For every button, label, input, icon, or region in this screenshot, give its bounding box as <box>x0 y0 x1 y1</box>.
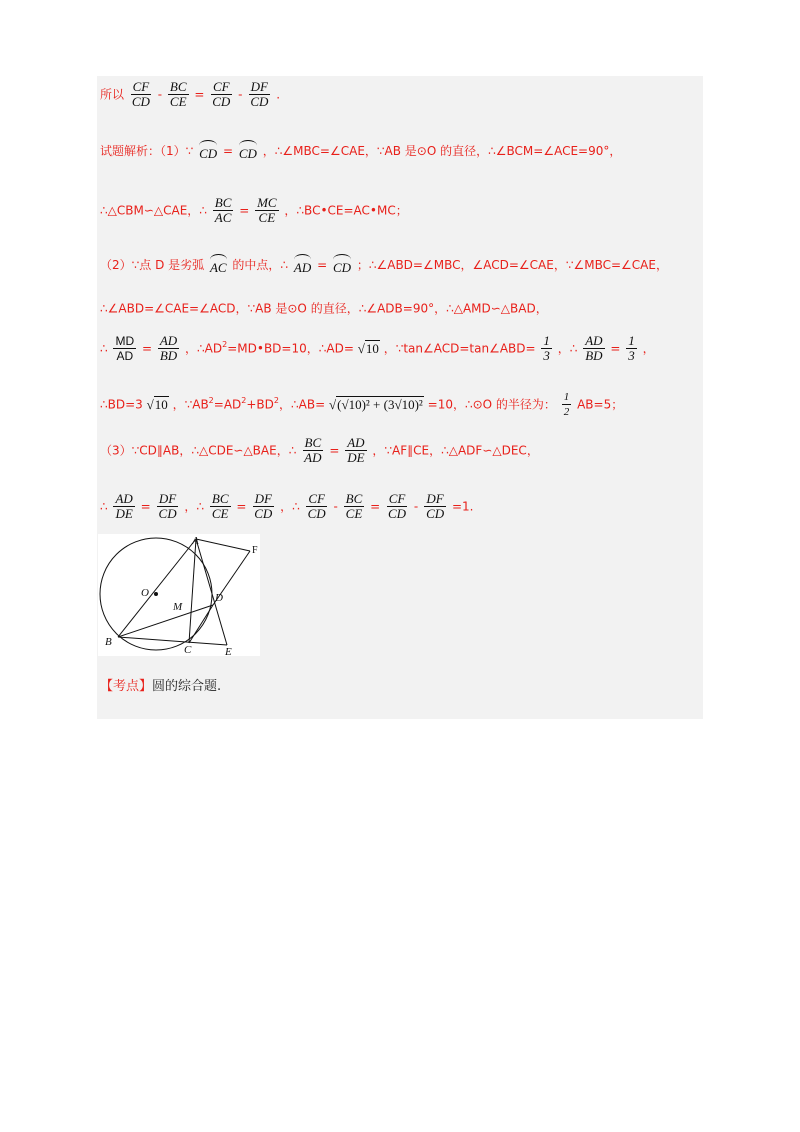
operator: = <box>223 144 234 158</box>
fraction: $\frac{BC}{AC}$ <box>214 195 232 225</box>
text: ，∵tan∠ACD=tan∠ABD= <box>383 341 536 356</box>
text: =MD•BD=10，∴AD= <box>227 341 354 356</box>
operator: = <box>140 499 151 514</box>
fraction: $\frac{1}{3}$ <box>628 333 635 363</box>
fraction: $\frac{MD}{AD}$ <box>115 334 135 363</box>
final-result-line <box>100 492 473 521</box>
operator: = <box>329 443 340 458</box>
segment-cd <box>189 605 213 643</box>
arc-symbol: AC <box>210 254 227 276</box>
prefix-text: 所以 <box>100 87 125 102</box>
text: =10，∴⊙O 的半径为： <box>427 397 556 412</box>
ratio-line <box>100 334 655 363</box>
text: =AD <box>213 397 242 412</box>
operator: - <box>238 87 243 102</box>
square-root: √10 <box>146 396 168 412</box>
square-root: √10 <box>357 340 379 356</box>
segment-af <box>196 539 250 551</box>
operator: = <box>141 341 153 356</box>
fraction: $\frac{BC}{AD}$ <box>304 435 322 465</box>
operator: = <box>236 499 247 514</box>
similar-triangles-line <box>100 196 408 225</box>
text: ∴△CBM∽△CAE，∴ <box>100 203 207 218</box>
fraction: $\frac{DF}{CD}$ <box>158 491 177 521</box>
fraction: $\frac{AD}{BD}$ <box>585 333 603 363</box>
superscript: 2 <box>241 396 247 405</box>
conclusion-line <box>100 80 280 109</box>
label-f: F <box>252 545 258 556</box>
operator: - <box>333 499 338 514</box>
end-text: . <box>276 87 281 102</box>
fraction: $\frac{CF}{CD}$ <box>388 491 407 521</box>
solution-part3-line <box>100 436 539 465</box>
operator: - <box>413 499 419 514</box>
fraction: $\frac{1}{3}$ <box>543 333 550 363</box>
text: 的中点，∴ <box>232 258 289 272</box>
square-root: √(√10)² + (3√10)² <box>328 396 423 412</box>
knowledge-point-tag: 【考点】 <box>100 679 153 694</box>
text: =1. <box>451 499 474 514</box>
fraction: $\frac{DF}{CD}$ <box>254 491 273 521</box>
label-b: B <box>105 636 112 648</box>
radius-line <box>100 390 623 419</box>
fraction: $\frac{DF}{CD}$ <box>250 79 269 109</box>
text: ∴BD=3 <box>100 397 143 412</box>
text: ∴∠ABD=∠CAE=∠ACD，∵AB 是⊙O 的直径，∴∠ADB=90°，∴△AMD∽△BAD， <box>100 301 548 316</box>
text: ，∴ <box>280 499 300 514</box>
solution-part2-line <box>100 254 668 276</box>
text: AB=5； <box>577 397 624 412</box>
text: ，∵AF∥CE，∴△ADF∽△DEC， <box>372 443 539 458</box>
text: ，∵AB <box>172 397 209 412</box>
circle-diagram <box>98 534 260 656</box>
segment-ac <box>189 539 196 643</box>
arc-symbol: CD <box>239 140 257 162</box>
segment-be <box>118 637 227 645</box>
superscript: 2 <box>273 396 279 405</box>
operator: = <box>370 499 381 514</box>
fraction: $\frac{AD}{DE}$ <box>347 435 365 465</box>
operator: = <box>317 258 328 272</box>
fraction: $\frac{MC}{CE}$ <box>257 195 277 225</box>
fraction: $\frac{BC}{CE}$ <box>169 79 187 109</box>
text: ，∴AD <box>185 341 223 356</box>
operator: = <box>239 203 250 218</box>
arc-symbol: CD <box>333 254 351 276</box>
text: ，∴AB= <box>279 397 326 412</box>
fraction: $\frac{1}{2}$ <box>563 391 570 418</box>
label-c: C <box>184 644 192 656</box>
arc-symbol: CD <box>199 140 217 162</box>
label-a: A <box>192 535 199 547</box>
arc-symbol: AD <box>294 254 311 276</box>
text: （3）∵CD∥AB，∴△CDE∽△BAE，∴ <box>100 443 297 458</box>
angle-equality-line <box>100 300 548 317</box>
knowledge-point <box>100 675 221 694</box>
fraction: $\frac{DF}{CD}$ <box>426 491 445 521</box>
fraction: $\frac{BC}{CE}$ <box>345 491 363 521</box>
operator: = <box>194 87 205 102</box>
label-o: O <box>141 587 149 599</box>
superscript: 2 <box>208 396 214 405</box>
text: （2）∵点 D 是劣弧 <box>100 258 205 272</box>
fraction: $\frac{AD}{BD}$ <box>159 333 178 363</box>
segment-bd <box>118 605 213 637</box>
diameter-ab <box>118 539 196 637</box>
text: ；∴∠ABD=∠MBC，∠ACD=∠CAE，∵∠MBC=∠CAE， <box>356 258 668 272</box>
fraction: $\frac{CF}{CD}$ <box>131 79 150 109</box>
label-d: D <box>215 592 223 604</box>
label-e: E <box>225 646 232 656</box>
geometry-figure <box>98 534 260 656</box>
fraction: $\frac{CF}{CD}$ <box>307 491 326 521</box>
solution-part1-line <box>100 140 621 162</box>
operator: = <box>610 341 621 356</box>
center-point <box>154 592 158 596</box>
text: 试题解析：（1）∵ <box>100 144 194 158</box>
fraction: $\frac{AD}{DE}$ <box>115 491 133 521</box>
text: ，∴∠MBC=∠CAE，∵AB 是⊙O 的直径，∴∠BCM=∠ACE=90°， <box>262 144 622 158</box>
text: ，∴ <box>557 341 578 356</box>
text: +BD <box>246 397 274 412</box>
text: ，∴BC•CE=AC•MC； <box>284 203 408 218</box>
operator: - <box>157 87 163 102</box>
text: ∴ <box>100 499 108 514</box>
text: ，∴ <box>184 499 205 514</box>
knowledge-point-text: 圆的综合题. <box>152 679 222 694</box>
text: ∴ <box>100 341 108 356</box>
fraction: $\frac{BC}{CE}$ <box>211 491 229 521</box>
label-m: M <box>173 601 183 613</box>
text: ， <box>642 341 655 356</box>
superscript: 2 <box>222 340 228 349</box>
fraction: $\frac{CF}{CD}$ <box>212 79 231 109</box>
